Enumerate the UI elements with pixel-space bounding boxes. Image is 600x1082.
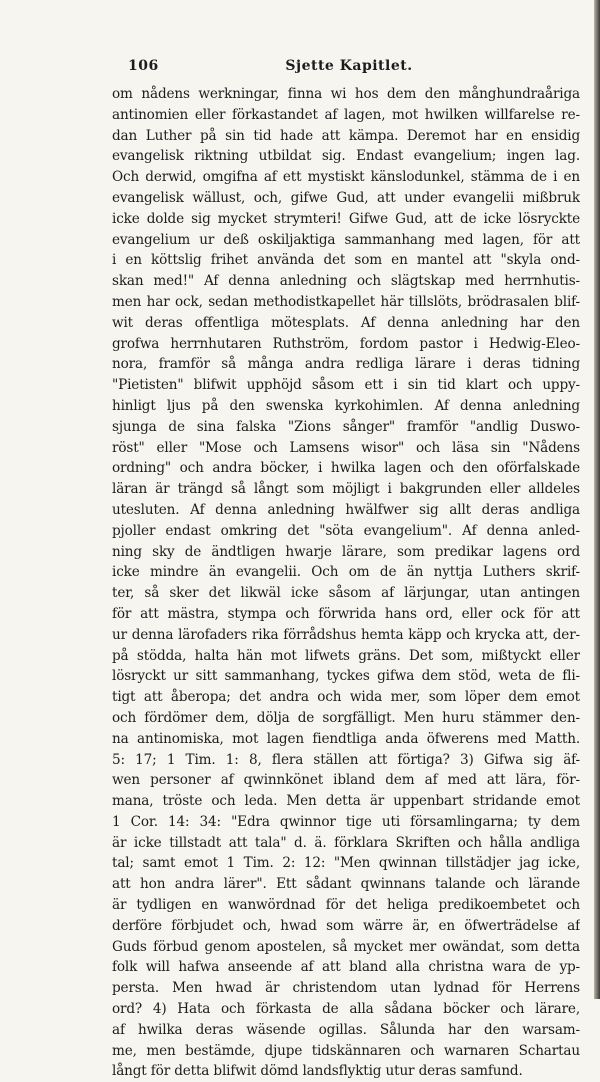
text-line: om nådens werkningar, finna wi hos dem den månghundraåriga bbox=[112, 86, 580, 102]
page-edge-shadow bbox=[594, 0, 600, 999]
text-line: röst" eller "Mose och Lamsens wisor" och läsa sin "Nådens bbox=[112, 439, 580, 456]
text-line: evangelisk riktning utbildat sig. Endast evangelium; ingen lag. bbox=[112, 148, 580, 165]
running-head: Sjette Kapitlet. bbox=[285, 58, 413, 74]
text-line: evangelium ur deß oskiljaktiga sammanhang med lagen, för att bbox=[112, 231, 580, 248]
text-line: långt för detta blifwit dömd landsflyktig utur deras samfund. bbox=[112, 1063, 523, 1080]
text-line: att hon andra lärer". Ett sådant qwinnans talande och lärande bbox=[112, 876, 580, 893]
text-line: ord? 4) Hata och förkasta de alla sådana böcker och lärare, bbox=[112, 1001, 580, 1018]
text-line: hinligt ljus på den swenska kyrkohimlen. Af denna anledning bbox=[112, 397, 580, 414]
text-line: antinomien eller förkastandet af lagen, mot hwilken willfarelse re- bbox=[112, 106, 580, 123]
text-line: icke mindre än evangelii. Och om de än nyttja Luthers skrif- bbox=[112, 564, 580, 581]
text-line: folk will hafwa anseende af att bland alla christna wara de yp- bbox=[112, 959, 580, 976]
text-line: utesluten. Af denna anledning hwälfwer sig allt deras andliga bbox=[112, 501, 580, 518]
text-line: lösryckt ur sitt sammanhang, tyckes gifwa dem stöd, weta de fli- bbox=[112, 668, 580, 685]
text-line: för att mästra, stympa och förwrida hans ord, eller ock för att bbox=[112, 605, 580, 622]
body-text bbox=[112, 84, 580, 1082]
text-line: 1 Cor. 14: 34: "Edra qwinnor tige uti församlingarna; ty dem bbox=[112, 813, 580, 830]
text-line: nora, framför så många andra redliga lärare i deras tidning bbox=[112, 356, 580, 373]
text-line: dan Luther på sin tid hade att kämpa. Deremot har en ensidig bbox=[112, 127, 580, 144]
page-header bbox=[118, 58, 580, 80]
text-line: wen personer af qwinnkönet ibland dem af med att lära, för- bbox=[112, 772, 580, 789]
text-line: af hwilka deras wäsende ogillas. Sålunda har den warsam- bbox=[112, 1021, 580, 1038]
text-line: me, men bestämde, djupe tidskännaren och warnaren Schartau bbox=[112, 1042, 580, 1059]
text-line: läran är trängd så långt som möjligt i bakgrunden eller alldeles bbox=[112, 481, 580, 498]
text-line: i en köttslig frihet använda det som en mantel att "skyla ond- bbox=[112, 252, 580, 269]
text-line: Guds förbud genom apostelen, så mycket mer owändat, som detta bbox=[112, 938, 580, 955]
text-line: na antinomiska, mot lagen fiendtliga anda öfwerens med Matth. bbox=[112, 730, 580, 747]
text-line: ter, så sker det likwäl icke såsom af lärjungar, utan antingen bbox=[112, 585, 580, 602]
text-line: wit deras offentliga mötesplats. Af denna anledning har den bbox=[112, 314, 580, 331]
text-line: mana, tröste och leda. Men detta är uppenbart stridande emot bbox=[112, 793, 580, 810]
text-line: ur denna lärofaders rika förrådshus hemta käpp och krycka att, der- bbox=[112, 626, 580, 643]
text-line: ning sky de ändtligen hwarje lärare, som predikar lagens ord bbox=[112, 543, 580, 560]
text-line: derföre förbjudet och, hwad som wärre är, en öfwerträdelse af bbox=[112, 917, 580, 934]
text-line: pjoller endast omkring det "söta evangelium". Af denna anled- bbox=[112, 522, 580, 539]
text-line: men har ock, sedan methodistkapellet här tillslöts, brödrasalen blif- bbox=[112, 293, 580, 310]
text-line: är tydligen en wanwördnad för det heliga predikoembetet och bbox=[112, 897, 580, 914]
text-line: "Pietisten" blifwit upphöjd såsom ett i sin tid klart och uppy- bbox=[112, 377, 580, 394]
text-line: evangelisk wällust, och, gifwe Gud, att under evangelii mißbruk bbox=[112, 189, 580, 206]
text-line: skan med!" Af denna anledning och slägtskap med herrnhutis- bbox=[112, 273, 580, 290]
text-line: 5: 17; 1 Tim. 1: 8, flera ställen att förtiga? 3) Gifwa sig äf- bbox=[112, 751, 580, 768]
text-line: tal; samt emot 1 Tim. 2: 12: "Men qwinnan tillstädjer jag icke, bbox=[112, 855, 580, 872]
text-line: persta. Men hwad är christendom utan lydnad för Herrens bbox=[112, 980, 580, 997]
text-line: på stödda, halta hän mot lifwets gräns. Det som, mißtyckt eller bbox=[112, 647, 580, 664]
text-line: och fördömer dem, dölja de sorgfälligt. Men huru stämmer den- bbox=[112, 709, 580, 726]
page-number: 106 bbox=[128, 58, 159, 74]
text-line: är icke tillstadt att tala" d. ä. förklara Skriften och hålla andliga bbox=[112, 834, 580, 851]
text-line: ordning" och andra böcker, i hwilka lagen och den oförfalskade bbox=[112, 460, 580, 477]
text-line: tigt att åberopa; det andra och wida mer, som löper dem emot bbox=[112, 689, 580, 706]
text-line: Och derwid, omgifna af ett mystiskt känslodunkel, stämma de i en bbox=[112, 169, 580, 186]
text-line: icke dolde sig mycket strymteri! Gifwe Gud, att de icke lösryckte bbox=[112, 210, 580, 227]
text-line: sjunga de sina falska "Zions sånger" framför "andlig Duswo- bbox=[112, 418, 580, 435]
text-line: grofwa herrnhutaren Ruthström, fordom pastor i Hedwig-Eleo- bbox=[112, 335, 580, 352]
